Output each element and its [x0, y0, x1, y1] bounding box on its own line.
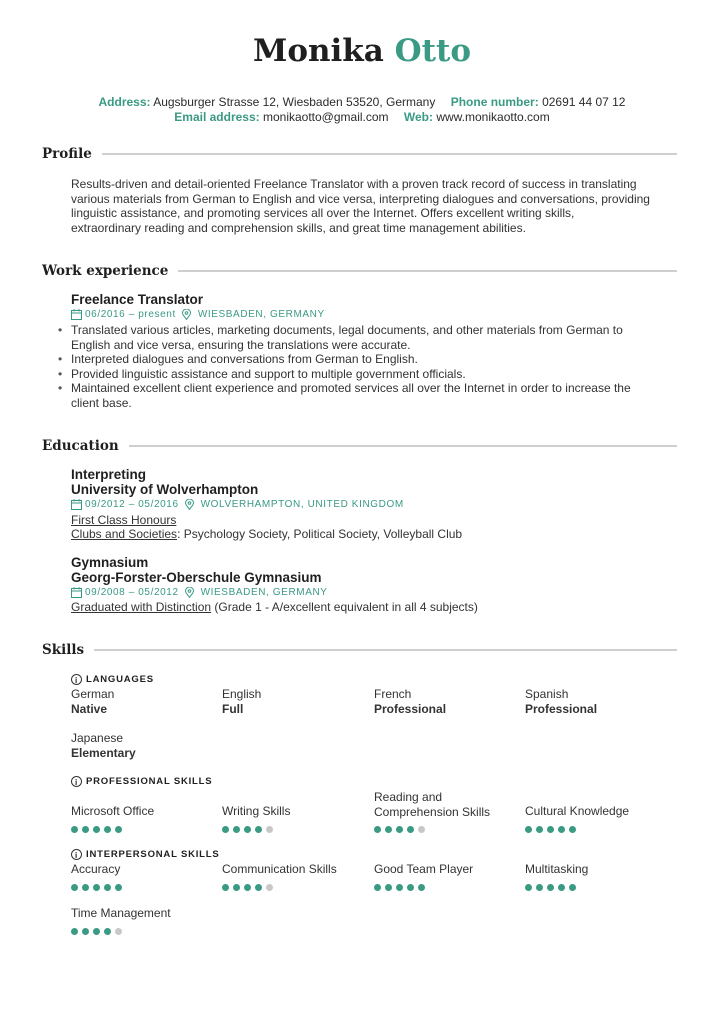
profile-line: linguistic assistance, and promoting services all over the Internet. Offers excellent writing skills,	[71, 206, 575, 220]
degree-title: Gymnasium	[71, 555, 149, 570]
rating-dot-filled	[222, 884, 229, 891]
education-meta	[71, 587, 328, 598]
languages-category	[71, 674, 154, 685]
education-section-header	[42, 438, 677, 454]
profile-title: Profile	[42, 146, 92, 162]
degree-title: Interpreting	[71, 467, 147, 482]
candidate-name	[0, 33, 724, 69]
profile-line: various materials from German to English and vice versa, interpreting dialogues and conversations, providing	[71, 191, 650, 206]
last-name: Otto	[394, 33, 471, 69]
rating-dot-filled	[525, 884, 532, 891]
rating-dot-filled	[71, 826, 78, 833]
skill-item: Communication Skills	[222, 862, 337, 876]
school-name: Georg-Forster-Oberschule Gymnasium	[71, 570, 322, 585]
skill-item: Time Management	[71, 906, 171, 920]
job-meta	[71, 309, 325, 320]
job-dates: 06/2016 – present	[85, 309, 176, 320]
skill-item: Microsoft Office	[71, 804, 155, 818]
rating-dot-filled	[558, 826, 565, 833]
contact-line-1	[0, 95, 724, 109]
professional-category	[71, 776, 212, 787]
skill-rating	[374, 884, 429, 891]
skill-rating	[71, 884, 126, 891]
rating-dot-filled	[244, 884, 251, 891]
rating-dot-filled	[233, 826, 240, 833]
email-value[interactable]: monikaotto@gmail.com	[262, 110, 389, 124]
clubs-value: : Psychology Society, Political Society, Volleyball Club	[177, 527, 463, 541]
job-bullets	[58, 323, 684, 410]
web-value[interactable]: www.monikaotto.com	[436, 110, 550, 124]
skill-rating	[374, 826, 429, 833]
location-pin-icon	[185, 587, 194, 598]
profile-line: Results-driven and detail-oriented Freelance Translator with a proven track record of success in translating	[71, 177, 637, 191]
rating-dot-filled	[93, 884, 100, 891]
rating-dot-empty	[418, 826, 425, 833]
rating-dot-filled	[222, 826, 229, 833]
skill-rating	[71, 826, 126, 833]
section-divider	[94, 649, 677, 651]
rating-dot-filled	[525, 826, 532, 833]
rating-dot-filled	[396, 826, 403, 833]
rating-dot-filled	[71, 884, 78, 891]
rating-dot-filled	[104, 826, 111, 833]
rating-dot-filled	[385, 826, 392, 833]
rating-dot-filled	[536, 826, 543, 833]
first-name: Monika	[253, 33, 384, 69]
rating-dot-empty	[266, 826, 273, 833]
job-title: Freelance Translator	[71, 292, 204, 307]
web-label: Web:	[403, 110, 433, 124]
skills-title: Skills	[42, 642, 85, 658]
work-title: Work experience	[42, 263, 169, 279]
work-section-header	[42, 263, 677, 279]
skill-rating	[222, 884, 277, 891]
section-divider	[102, 153, 677, 155]
skill-rating	[525, 884, 580, 891]
address-value: Augsburger Strasse 12, Wiesbaden 53520, Germany	[153, 95, 436, 109]
rating-dot-filled	[115, 826, 122, 833]
rating-dot-filled	[418, 884, 425, 891]
skill-item: Good Team Player	[374, 862, 474, 876]
profile-line: extraordinary reading and comprehension skills, and great time management abilities.	[71, 220, 526, 235]
rating-dot-filled	[244, 826, 251, 833]
rating-dot-filled	[385, 884, 392, 891]
rating-dot-filled	[547, 826, 554, 833]
rating-dot-filled	[547, 884, 554, 891]
location-pin-icon	[185, 499, 194, 510]
rating-dot-filled	[255, 884, 262, 891]
profile-summary	[71, 177, 683, 235]
rating-dot-filled	[396, 884, 403, 891]
education-meta	[71, 499, 404, 510]
rating-dot-filled	[233, 884, 240, 891]
rating-dot-filled	[255, 826, 262, 833]
rating-dot-filled	[104, 884, 111, 891]
skill-item: Writing Skills	[222, 804, 291, 818]
rating-dot-filled	[569, 826, 576, 833]
rating-dot-filled	[407, 884, 414, 891]
info-icon: i	[71, 674, 82, 685]
skill-item: Accuracy	[71, 862, 121, 876]
education-location: WOLVERHAMPTON, UNITED KINGDOM	[200, 499, 404, 510]
rating-dot-filled	[82, 928, 89, 935]
clubs-line	[71, 527, 462, 541]
distinction-line	[71, 600, 478, 614]
skill-rating	[71, 928, 126, 935]
honours-link: First Class Honours	[71, 513, 177, 527]
list-item: • Provided linguistic assistance and support to multiple government officials.	[58, 367, 684, 382]
calendar-icon	[71, 587, 82, 598]
language-item: German Native	[71, 687, 115, 716]
interpersonal-category	[71, 849, 220, 860]
section-divider	[129, 445, 677, 447]
section-divider	[178, 270, 677, 272]
calendar-icon	[71, 309, 82, 320]
profile-section-header	[42, 146, 677, 162]
interpersonal-category-title: INTERPERSONAL SKILLS	[86, 849, 220, 860]
language-item: Spanish Professional	[525, 687, 598, 716]
phone-value: 02691 44 07 12	[542, 95, 626, 109]
skill-item: Multitasking	[525, 862, 589, 876]
phone-label: Phone number:	[450, 95, 539, 109]
rating-dot-filled	[82, 826, 89, 833]
contact-line-2	[0, 110, 724, 124]
skill-item: Reading and Comprehension Skills	[374, 790, 491, 819]
professional-category-title: PROFESSIONAL SKILLS	[86, 776, 213, 787]
language-item: French Professional	[374, 687, 447, 716]
rating-dot-filled	[82, 884, 89, 891]
skills-section-header	[42, 642, 677, 658]
clubs-label: Clubs and Societies	[71, 527, 178, 541]
rating-dot-filled	[374, 884, 381, 891]
rating-dot-filled	[536, 884, 543, 891]
location-pin-icon	[182, 309, 191, 320]
calendar-icon	[71, 499, 82, 510]
rating-dot-filled	[93, 826, 100, 833]
education-dates: 09/2012 – 05/2016	[85, 499, 179, 510]
rating-dot-empty	[266, 884, 273, 891]
info-icon: i	[71, 776, 82, 787]
list-item: • Translated various articles, marketing documents, legal documents, and other materials from German to English and vice versa, ensuring the translations were accurate.	[58, 323, 684, 352]
rating-dot-filled	[558, 884, 565, 891]
distinction-note: (Grade 1 - A/excellent equivalent in all 4 subjects)	[211, 600, 478, 614]
education-dates: 09/2008 – 05/2012	[85, 587, 179, 598]
rating-dot-filled	[71, 928, 78, 935]
address-label: Address:	[98, 95, 151, 109]
education-location: WIESBADEN, GERMANY	[200, 587, 328, 598]
info-icon: i	[71, 849, 82, 860]
distinction-label: Graduated with Distinction	[71, 600, 212, 614]
list-item: • Maintained excellent client experience and promoted services all over the Internet in order to increase the client base.	[58, 381, 684, 410]
email-label: Email address:	[174, 110, 260, 124]
languages-category-title: LANGUAGES	[86, 674, 154, 685]
language-item: English Full	[222, 687, 262, 716]
language-item: Japanese Elementary	[71, 731, 136, 760]
rating-dot-filled	[407, 826, 414, 833]
rating-dot-filled	[104, 928, 111, 935]
skill-rating	[525, 826, 580, 833]
rating-dot-filled	[374, 826, 381, 833]
job-location: WIESBADEN, GERMANY	[197, 309, 325, 320]
school-name: University of Wolverhampton	[71, 482, 259, 497]
skill-rating	[222, 826, 277, 833]
skill-item: Cultural Knowledge	[525, 804, 630, 818]
rating-dot-filled	[93, 928, 100, 935]
rating-dot-filled	[115, 884, 122, 891]
list-item: • Interpreted dialogues and conversations from German to English.	[58, 352, 684, 367]
education-title: Education	[42, 438, 119, 454]
rating-dot-empty	[115, 928, 122, 935]
rating-dot-filled	[569, 884, 576, 891]
